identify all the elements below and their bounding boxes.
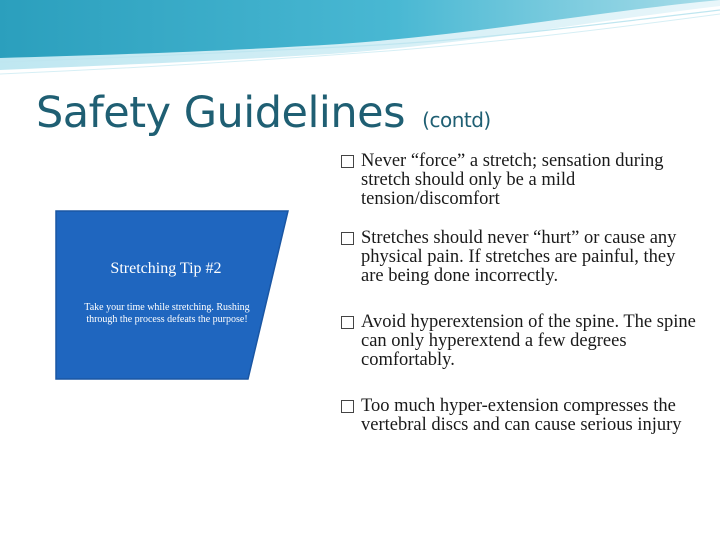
bullet-text: Avoid hyperextension of the spine. The spine can only hyperextend a few degrees comfortably. (361, 312, 696, 370)
bullet-box-icon (341, 316, 354, 329)
bullet-text: Stretches should never “hurt” or cause any physical pain. If stretches are painful, they are being done incorrectly. (361, 228, 677, 286)
bullet-box-icon (341, 155, 354, 168)
bullet-box-icon (341, 400, 354, 413)
header-wave-decoration (0, 0, 720, 90)
slide-title (36, 88, 491, 138)
parallelogram-shape (54, 210, 290, 380)
tip-parallelogram (54, 210, 290, 380)
slide-title-suffix: (contd) (422, 108, 491, 132)
bullet-item (340, 152, 702, 209)
bullet-item (340, 313, 702, 370)
tip-body: Take your time while stretching. Rushing through the process defeats the purpose! (84, 302, 250, 325)
bullet-text: Never “force” a stretch; sensation during stretch should only be a mild tension/discomfort (361, 151, 664, 209)
tip-heading: Stretching Tip #2 (110, 260, 222, 277)
bullet-box-icon (341, 232, 354, 245)
bullet-list (340, 152, 702, 435)
bullet-text: Too much hyper-extension compresses the vertebral discs and can cause serious injury (361, 396, 682, 435)
bullet-item (340, 229, 702, 286)
bullet-item (340, 397, 702, 435)
slide-title-main: Safety Guidelines (36, 88, 405, 138)
